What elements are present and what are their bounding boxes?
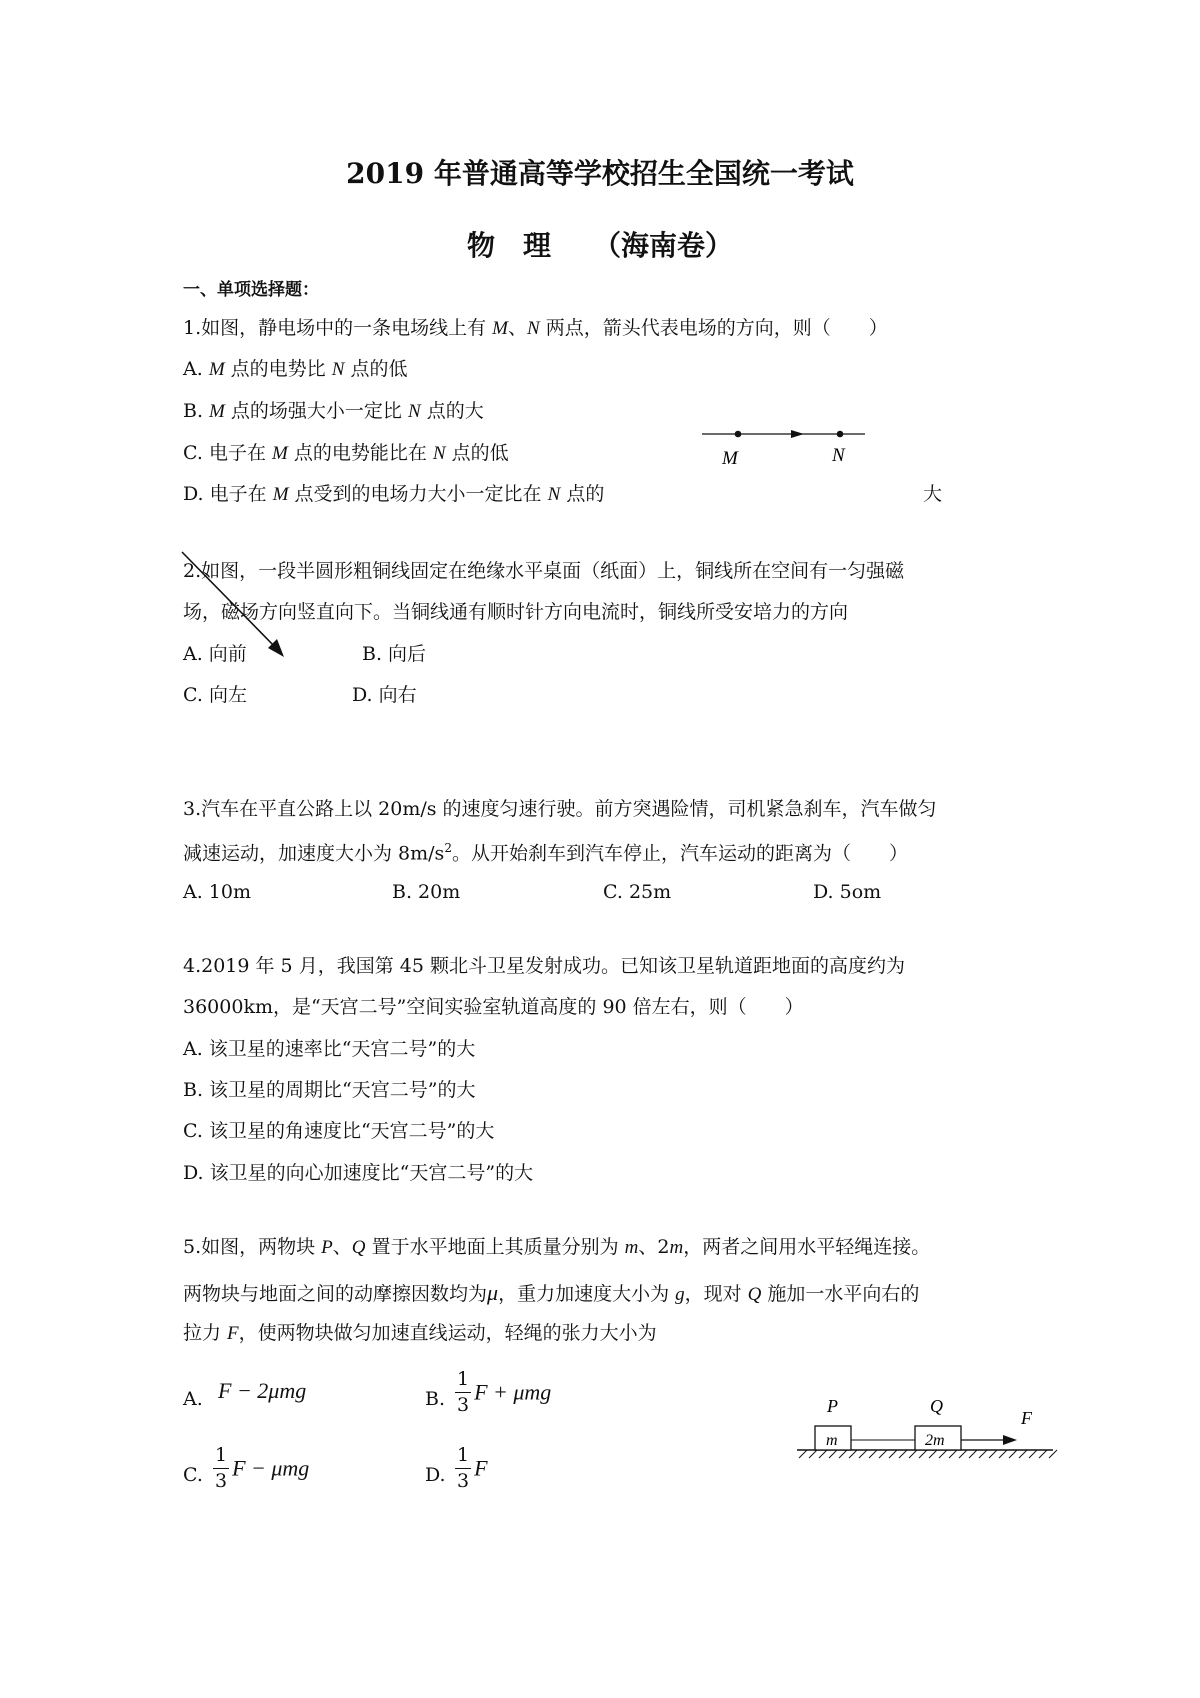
q5-d-den: 3: [457, 1470, 470, 1492]
q1-field-line-figure: [690, 420, 870, 470]
q5-d-num: 1: [455, 1446, 471, 1469]
q1-c-mid: 点的电势能比在: [287, 442, 433, 464]
q1-a-mid: 点的电势比: [224, 358, 332, 380]
field-arrowhead: [791, 430, 804, 438]
q5-a-expr: F − 2μmg: [218, 1378, 307, 1403]
q5-l3-a: 拉力: [183, 1322, 228, 1344]
q5-l2-g: g: [675, 1284, 685, 1305]
label-p: P: [827, 1396, 838, 1416]
q5-l1-m: m: [624, 1237, 639, 1258]
q5-option-b-label: B.: [425, 1388, 446, 1410]
q3-option-c: C. 25m: [603, 881, 672, 903]
q5-l1-b: 置于水平地面上其质量分别为: [365, 1236, 625, 1258]
q5-l2-b: ，重力加速度大小为: [498, 1283, 676, 1305]
q5-b-den: 3: [457, 1394, 470, 1416]
q1-c-v2: N: [432, 443, 446, 464]
q5-option-c-label: C.: [183, 1464, 203, 1486]
q1-b-pre: B.: [183, 400, 210, 422]
q2-option-a: A. 向前: [183, 643, 247, 665]
ground-hatching: [799, 1450, 1057, 1458]
q4-option-a: A. 该卫星的速率比“天宫二号”的大: [183, 1038, 476, 1060]
q5-d-expr: F: [474, 1455, 488, 1481]
q2-line-2: 场，磁场方向竖直向下。当铜线通有顺时针方向电流时，铜线所受安培力的方向: [183, 601, 849, 623]
q1-d-mid: 点受到的电场力大小一定比在: [288, 483, 548, 505]
label-block-m: m: [826, 1432, 838, 1449]
q1-c-pre: C. 电子在: [183, 442, 272, 464]
q1-stem-a: 1.如图，静电场中的一条电场线上有: [183, 317, 493, 339]
q4-option-c: C. 该卫星的角速度比“天宫二号”的大: [183, 1120, 495, 1142]
q1-stem-n: N: [527, 318, 540, 339]
q5-b-fraction: [455, 1370, 471, 1415]
q1-b-mid: 点的场强大小一定比: [224, 400, 408, 422]
diagonal-line: [182, 552, 278, 650]
q1-option-a: [183, 360, 407, 379]
q5-option-a-label: A.: [183, 1388, 203, 1410]
q5-l2-mu: μ: [487, 1280, 499, 1305]
q1-a-pre: A.: [183, 358, 209, 380]
q5-l2-c: ，现对: [684, 1283, 748, 1305]
q2-option-c: C. 向左: [183, 684, 247, 706]
q1-stem: [183, 319, 888, 338]
q1-option-d-tail: 大: [923, 483, 943, 505]
subject-name: 物 理: [466, 229, 551, 262]
q3-option-a: A. 10m: [183, 881, 251, 903]
section-heading: 一、单项选择题：: [183, 280, 319, 300]
q4-option-d: D. 该卫星的向心加速度比“天宫二号”的大: [183, 1162, 534, 1184]
q5-l2-d: 施加一水平向右的: [761, 1283, 920, 1305]
q4-line-2: 36000km，是“天宫二号”空间实验室轨道高度的 90 倍左右，则（ ）: [183, 996, 804, 1018]
q2-line-1: 2.如图，一段半圆形粗铜线固定在绝缘水平桌面（纸面）上，铜线所在空间有一匀强磁: [183, 560, 905, 582]
q4-line-1: 4.2019 年 5 月，我国第 45 颗北斗卫星发射成功。已知该卫星轨道距地面的高度约为: [183, 955, 905, 977]
q5-option-d-label: D.: [425, 1464, 446, 1486]
q1-stem-b: 两点，箭头代表电场的方向，则（ ）: [539, 317, 888, 339]
q5-c-den: 3: [215, 1470, 228, 1492]
exam-subtitle: [0, 224, 1200, 264]
q5-l3-b: ，使两物块做匀加速直线运动，轻绳的张力大小为: [238, 1322, 657, 1344]
q1-d-v1: M: [272, 484, 289, 505]
point-m: [735, 431, 742, 438]
region-name: （海南卷）: [593, 229, 734, 262]
q5-c-fraction: [213, 1446, 229, 1491]
label-f: F: [1021, 1408, 1032, 1428]
q3-option-d: D. 5om: [813, 881, 882, 903]
q3-line-1: 3.汽车在平直公路上以 20m/s 的速度匀速行驶。前方突遇险情，司机紧急刹车，汽车做匀: [183, 798, 937, 820]
q3-line-2b: 。从开始刹车到汽车停止，汽车运动的距离为（ ）: [451, 842, 908, 865]
label-n: N: [832, 445, 845, 466]
q5-option-d-expr: [452, 1446, 488, 1491]
q2-option-b: B. 向后: [362, 643, 427, 665]
q2-option-d: D. 向右: [352, 684, 417, 706]
q5-blocks-figure: [795, 1388, 1065, 1468]
q5-l1-s: 、: [332, 1236, 352, 1258]
q1-d-post: 点的: [560, 483, 605, 505]
q5-option-c-expr: [210, 1446, 309, 1491]
q4-option-b: B. 该卫星的周期比“天宫二号”的大: [183, 1079, 476, 1101]
q1-a-post: 点的低: [344, 358, 408, 380]
q5-line-2: [183, 1282, 919, 1304]
point-n: [837, 431, 844, 438]
q5-c-expr: F − μmg: [232, 1455, 310, 1481]
q1-a-v1: M: [208, 359, 225, 380]
force-arrowhead: [1003, 1435, 1017, 1445]
q2-diagonal-arrow: [180, 550, 290, 665]
q5-l1-p: P: [321, 1237, 333, 1258]
q3-line-2a: 减速运动，加速度大小为 8m/s: [183, 842, 445, 865]
q5-b-expr: F + μmg: [474, 1379, 552, 1405]
label-block-2m: 2m: [925, 1432, 945, 1449]
q1-c-post: 点的低: [445, 442, 509, 464]
q1-option-c: [183, 444, 509, 463]
q5-c-num: 1: [213, 1446, 229, 1469]
q1-stem-m: M: [492, 318, 508, 339]
q5-option-b-expr: [452, 1370, 551, 1415]
q5-l1-d: ，两者之间用水平轻绳连接。: [683, 1236, 931, 1258]
q5-l2-q: Q: [747, 1284, 762, 1305]
q5-line-1: [183, 1238, 930, 1257]
q1-a-v2: N: [331, 359, 345, 380]
q1-option-d: [183, 485, 604, 504]
q1-b-post: 点的大: [420, 400, 484, 422]
q5-option-a-expr: [218, 1380, 306, 1402]
label-m: M: [722, 448, 738, 469]
q5-l1-m2: m: [669, 1237, 684, 1258]
q1-d-pre: D. 电子在: [183, 483, 273, 505]
q1-b-v1: M: [209, 401, 225, 422]
exam-title: 2019 年普通高等学校招生全国统一考试: [346, 157, 854, 190]
q5-l1-a: 5.如图，两物块: [183, 1236, 322, 1258]
q3-option-b: B. 20m: [392, 881, 461, 903]
q1-option-b: [183, 402, 484, 421]
q5-l1-c: 、2: [638, 1236, 670, 1258]
q3-exponent: 2: [444, 841, 452, 855]
q5-l2-a: 两物块与地面之间的动摩擦因数均为: [183, 1283, 488, 1305]
q1-d-v2: N: [547, 484, 561, 505]
q5-d-fraction: [455, 1446, 471, 1491]
q5-line-3: [183, 1324, 657, 1343]
q1-b-v2: N: [407, 401, 421, 422]
q5-b-num: 1: [455, 1370, 471, 1393]
q5-l3-f: F: [227, 1323, 239, 1344]
q3-line-2: [183, 842, 908, 863]
q1-stem-sep: 、: [508, 317, 528, 339]
label-q: Q: [930, 1396, 943, 1416]
q1-c-v1: M: [271, 443, 288, 464]
q5-l1-q: Q: [351, 1237, 366, 1258]
